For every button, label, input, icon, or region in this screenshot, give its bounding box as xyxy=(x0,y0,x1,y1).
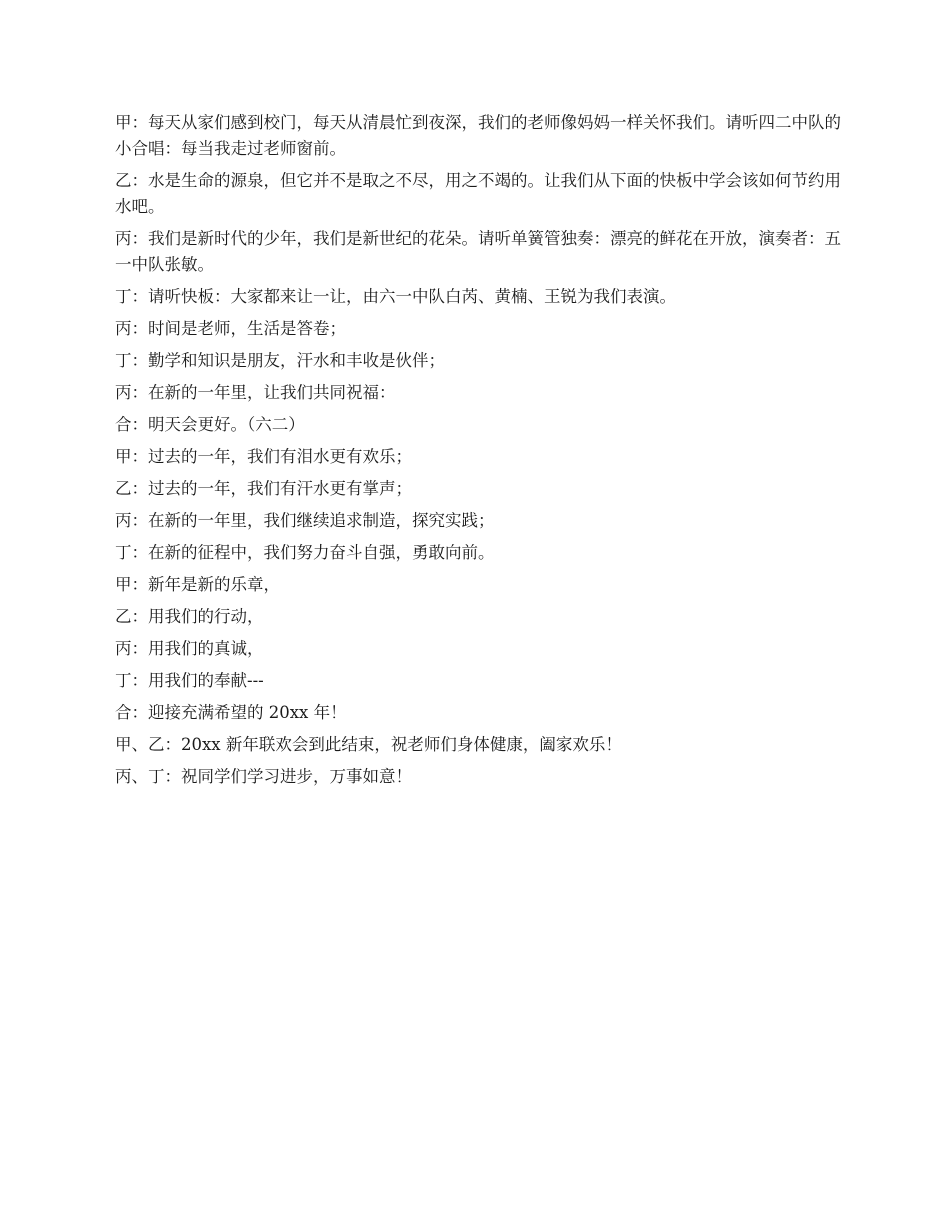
paragraph-19: 丙、丁：祝同学们学习进步，万事如意！ xyxy=(115,767,412,786)
paragraph-12: 丁：在新的征程中，我们努力奋斗自强，勇敢向前。 xyxy=(115,543,495,562)
paragraph-3: 丙：我们是新时代的少年，我们是新世纪的花朵。请听单簧管独奏：漂亮的鲜花在开放，演奏者：五一中队张敏。 xyxy=(115,229,841,274)
document-body xyxy=(115,110,845,790)
paragraph-9: 甲：过去的一年，我们有泪水更有欢乐； xyxy=(115,447,412,466)
paragraph-1: 甲：每天从家们感到校门，每天从清晨忙到夜深，我们的老师像妈妈一样关怀我们。请听四二中队的小合唱：每当我走过老师窗前。 xyxy=(115,113,841,158)
paragraph-13: 甲：新年是新的乐章， xyxy=(115,575,280,594)
paragraph-7: 丙：在新的一年里，让我们共同祝福： xyxy=(115,383,396,402)
paragraph-2: 乙：水是生命的源泉，但它并不是取之不尽，用之不竭的。让我们从下面的快板中学会该如何节约用水吧。 xyxy=(115,171,841,216)
paragraph-11: 丙：在新的一年里，我们继续追求制造，探究实践； xyxy=(115,511,495,530)
paragraph-4: 丁：请听快板：大家都来让一让，由六一中队白芮、黄楠、王锐为我们表演。 xyxy=(115,287,676,306)
paragraph-14: 乙：用我们的行动， xyxy=(115,607,264,626)
paragraph-15: 丙：用我们的真诚， xyxy=(115,639,264,658)
paragraph-18: 甲、乙：20xx 新年联欢会到此结束，祝老师们身体健康，阖家欢乐！ xyxy=(115,735,622,754)
paragraph-6: 丁：勤学和知识是朋友，汗水和丰收是伙伴； xyxy=(115,351,445,370)
paragraph-16: 丁：用我们的奉献--- xyxy=(115,671,264,690)
paragraph-17: 合：迎接充满希望的 20xx 年！ xyxy=(115,703,347,722)
paragraph-10: 乙：过去的一年，我们有汗水更有掌声； xyxy=(115,479,412,498)
paragraph-5: 丙：时间是老师，生活是答卷； xyxy=(115,319,346,338)
paragraph-8: 合：明天会更好。（六二） xyxy=(115,415,305,434)
